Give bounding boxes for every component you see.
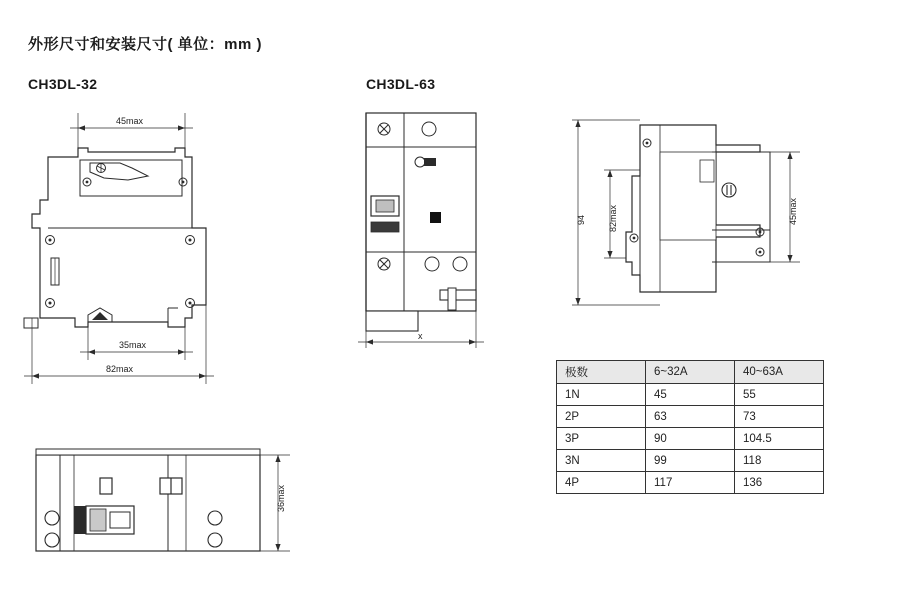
table-header-cell: 极数 — [557, 361, 646, 384]
table-row — [557, 406, 824, 428]
figure-label-ch3dl-32: CH3DL-32 — [28, 76, 98, 92]
table-cell: 45 — [646, 384, 735, 406]
table-cell: 90 — [646, 428, 735, 450]
table-cell: 3P — [557, 428, 646, 450]
table-cell: 4P — [557, 472, 646, 494]
page-title: 外形尺寸和安装尺寸( 单位：mm ) — [28, 36, 263, 53]
table-cell: 99 — [646, 450, 735, 472]
dimension-82max: 82max — [106, 364, 134, 374]
table-cell: 136 — [735, 472, 824, 494]
dimension-45max-side: 45max — [788, 197, 798, 225]
table-row — [557, 384, 824, 406]
dimension-36max: 36max — [276, 484, 286, 512]
dimension-94: 94 — [576, 214, 586, 225]
table-row — [557, 450, 824, 472]
table-cell: 2P — [557, 406, 646, 428]
table-row — [557, 472, 824, 494]
dimension-82max-side: 82max — [608, 204, 618, 232]
dimension-table — [556, 360, 824, 494]
figure-label-ch3dl-63: CH3DL-63 — [366, 76, 436, 92]
table-header-cell: 40~63A — [735, 361, 824, 384]
table-header-row — [557, 361, 824, 384]
table-cell: 117 — [646, 472, 735, 494]
table-row — [557, 428, 824, 450]
table-cell: 118 — [735, 450, 824, 472]
table-cell: 104.5 — [735, 428, 824, 450]
dimension-x: x — [418, 331, 423, 341]
table-cell: 3N — [557, 450, 646, 472]
table-cell: 63 — [646, 406, 735, 428]
table-cell: 1N — [557, 384, 646, 406]
table-cell: 73 — [735, 406, 824, 428]
dimension-35max: 35max — [119, 340, 147, 350]
table-header-cell: 6~32A — [646, 361, 735, 384]
table-cell: 55 — [735, 384, 824, 406]
dimension-45max-top: 45max — [116, 116, 144, 126]
